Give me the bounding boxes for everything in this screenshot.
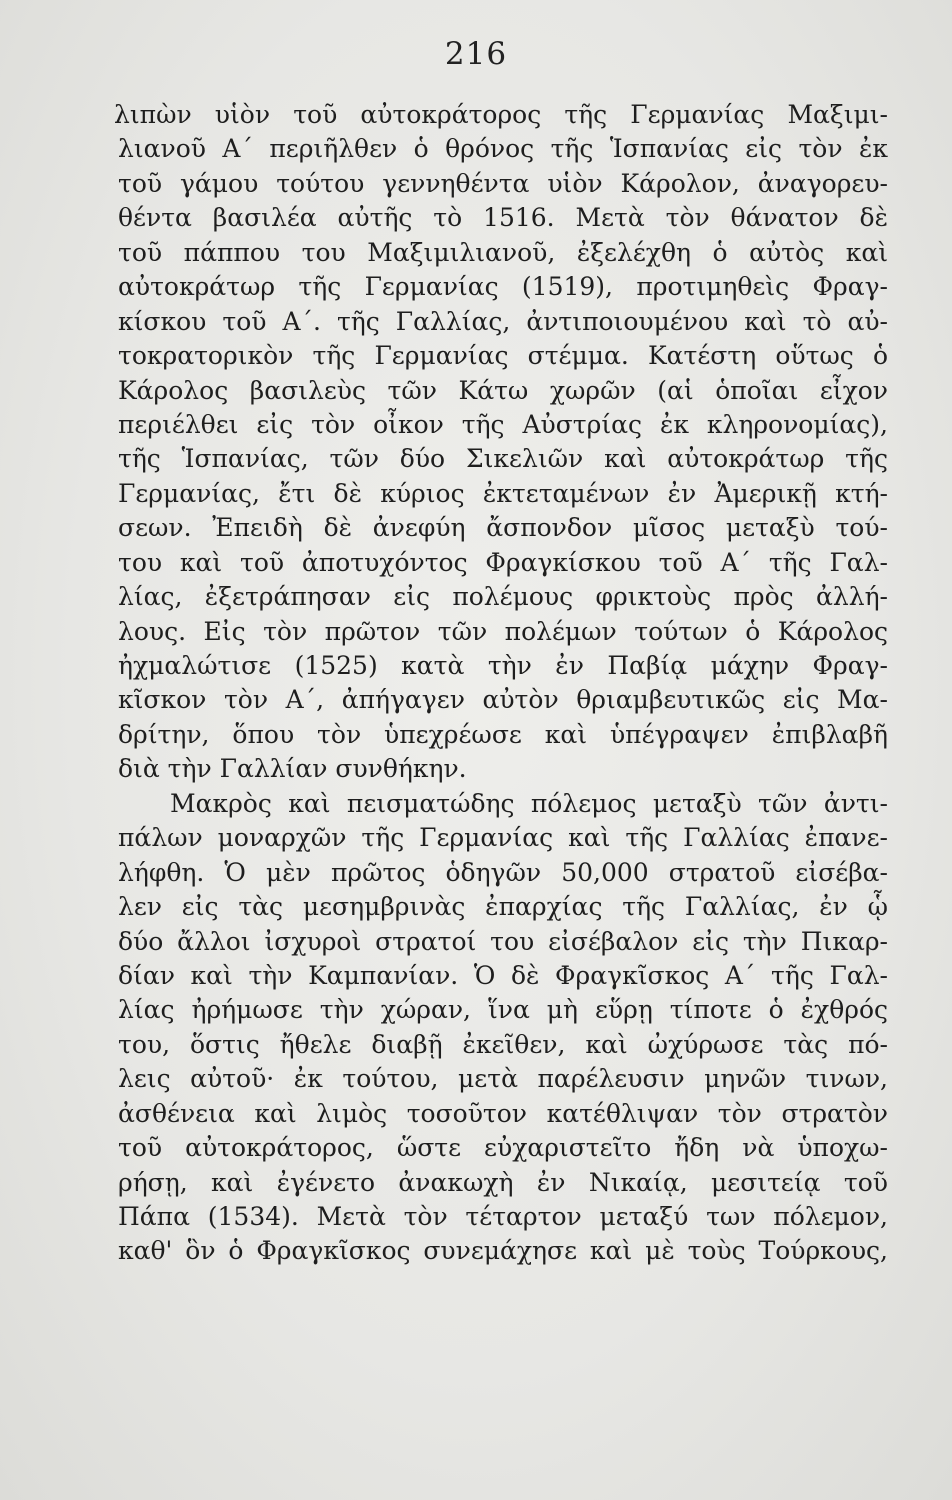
text-line: δύο ἄλλοι ἰσχυροὶ στρατοί του εἰσέβαλον εἰς τὴν Πικαρ-: [118, 926, 888, 956]
text-line: καθ' ὃν ὁ Φραγκῖσκος συνεμάχησε καὶ μὲ τοὺς Τούρκους,: [118, 1236, 888, 1266]
text-line: Πάπα (1534). Μετὰ τὸν τέταρτον μεταξύ των πόλεμον,: [118, 1202, 888, 1231]
paragraph-1: [114, 98, 888, 787]
text-line: τοῦ πάππου του Μαξιμιλιανοῦ, ἐξελέχθη ὁ αὐτὸς καὶ: [118, 237, 888, 267]
text-line: του, ὅστις ἤθελε διαβῇ ἐκεῖθεν, καὶ ὠχύρωσε τὰς πό-: [118, 1029, 888, 1059]
text-line: λίας, ἐξετράπησαν εἰς πολέμους φρικτοὺς πρὸς ἀλλή-: [118, 582, 888, 612]
text-line: σεων. Ἐπειδὴ δὲ ἀνεφύη ἄσπονδον μῖσος μεταξὺ τού-: [118, 513, 888, 543]
paragraph-2: [118, 787, 888, 1269]
text-line: Γερμανίας, ἔτι δὲ κύριος ἐκτεταμένων ἐν Ἀμερικῇ κτή-: [118, 478, 888, 508]
text-line: λήφθη. Ὁ μὲν πρῶτος ὁδηγῶν 50,000 στρατοῦ εἰσέβα-: [118, 857, 888, 887]
text-line: τοῦ αὐτοκράτορος, ὥστε εὐχαριστεῖτο ἤδη νὰ ὑποχω-: [118, 1133, 888, 1163]
text-line: θέντα βασιλέα αὐτῆς τὸ 1516. Μετὰ τὸν θάνατον δὲ: [118, 203, 888, 233]
text-line: διὰ τὴν Γαλλίαν συνθήκην.: [118, 754, 467, 784]
text-line: Κάρολος βασιλεὺς τῶν Κάτω χωρῶν (αἱ ὁποῖαι εἶχον: [118, 375, 888, 405]
text-line: Μακρὸς καὶ πεισματώδης πόλεμος μεταξὺ τῶν ἀντι-: [170, 788, 888, 818]
text-line: τοκρατορικὸν τῆς Γερμανίας στέμμα. Κατέστη οὕτως ὁ: [118, 341, 888, 371]
text-line: δρίτην, ὅπου τὸν ὑπεχρέωσε καὶ ὑπέγραψεν ἐπιβλαβῆ: [118, 719, 888, 749]
text-line: τῆς Ἱσπανίας, τῶν δύο Σικελιῶν καὶ αὐτοκράτωρ τῆς: [118, 444, 888, 474]
text-line: ρήσῃ, καὶ ἐγένετο ἀνακωχὴ ἐν Νικαίᾳ, μεσιτείᾳ τοῦ: [118, 1167, 888, 1197]
text-line: πάλων μοναρχῶν τῆς Γερμανίας καὶ τῆς Γαλλίας ἐπανε-: [118, 823, 888, 853]
text-line: αὐτοκράτωρ τῆς Γερμανίας (1519), προτιμηθεὶς Φραγ-: [118, 272, 888, 302]
text-line: κίσκου τοῦ Α΄. τῆς Γαλλίας, ἀντιποιουμένου καὶ τὸ αὐ-: [118, 306, 888, 336]
text-line: ἀσθένεια καὶ λιμὸς τοσοῦτον κατέθλιψαν τὸν στρατὸν: [118, 1098, 888, 1128]
text-line: λεις αὐτοῦ· ἐκ τούτου, μετὰ παρέλευσιν μηνῶν τινων,: [118, 1064, 888, 1094]
text-line: λους. Εἰς τὸν πρῶτον τῶν πολέμων τούτων ὁ Κάρολος: [118, 616, 888, 646]
text-line: λίας ἠρήμωσε τὴν χώραν, ἵνα μὴ εὕρῃ τίποτε ὁ ἐχθρός: [118, 995, 888, 1025]
text-line: κῖσκον τὸν Α΄, ἀπήγαγεν αὐτὸν θριαμβευτικῶς εἰς Μα-: [118, 685, 888, 715]
text-line: του καὶ τοῦ ἀποτυχόντος Φραγκίσκου τοῦ Α΄ τῆς Γαλ-: [118, 547, 888, 577]
body-text: [114, 98, 888, 1269]
text-line: ἠχμαλώτισε (1525) κατὰ τὴν ἐν Παβίᾳ μάχην Φραγ-: [118, 651, 888, 680]
text-line: τοῦ γάμου τούτου γεννηθέντα υἱὸν Κάρολον, ἀναγορευ-: [118, 168, 888, 198]
page-number: 216: [444, 36, 508, 72]
text-line: λεν εἰς τὰς μεσημβρινὰς ἐπαρχίας τῆς Γαλλίας, ἐν ᾧ: [118, 892, 888, 922]
text-line: λιανοῦ Α΄ περιῆλθεν ὁ θρόνος τῆς Ἱσπανίας εἰς τὸν ἐκ: [118, 134, 888, 164]
text-line: λιπὼν υἱὸν τοῦ αὐτοκράτορος τῆς Γερμανίας Μαξιμι-: [114, 100, 888, 129]
text-line: δίαν καὶ τὴν Καμπανίαν. Ὁ δὲ Φραγκῖσκος Α΄ τῆς Γαλ-: [118, 960, 888, 990]
text-line: περιέλθει εἰς τὸν οἶκον τῆς Αὐστρίας ἐκ κληρονομίας),: [118, 409, 888, 439]
